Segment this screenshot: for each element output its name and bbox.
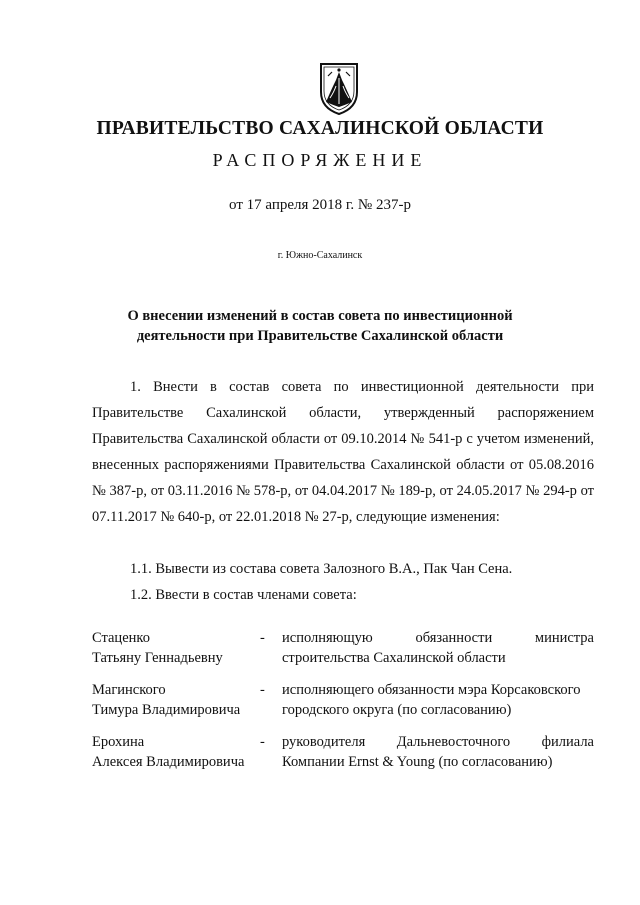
member-role <box>282 628 594 668</box>
member-role-line-1: руководителя Дальневосточного филиала <box>282 734 594 750</box>
member-entry <box>92 628 594 672</box>
member-name <box>92 680 252 720</box>
member-entry <box>92 732 594 776</box>
organization-title: ПРАВИТЕЛЬСТВО САХАЛИНСКОЙ ОБЛАСТИ <box>96 118 544 139</box>
member-dash: - <box>260 630 265 646</box>
member-role-line-1: исполняющего обязанности мэра Корсаковского <box>282 682 581 698</box>
paragraph-1 <box>92 374 594 530</box>
member-role-line-2: строительства Сахалинской области <box>282 650 506 666</box>
member-role <box>282 732 594 772</box>
member-surname: Ерохина <box>92 734 145 750</box>
document-type: РАСПОРЯЖЕНИЕ <box>212 150 428 170</box>
member-dash: - <box>260 734 265 750</box>
member-role <box>282 680 594 720</box>
member-dash: - <box>260 682 265 698</box>
subject-line-1: О внесении изменений в состав совета по инвестиционной <box>127 308 513 324</box>
member-role-line-2: городского округа (по согласованию) <box>282 702 512 718</box>
member-surname: Стаценко <box>92 630 150 646</box>
member-given-names: Алексея Владимировича <box>92 754 245 770</box>
item-1-2: 1.2. Ввести в состав членами совета: <box>130 587 357 603</box>
paragraph-1-text: 1. Внести в состав совета по инвестиционной деятельности при Правительстве Сахалинской области, утвержденный распоряжением Правительства Сахалинской области от 09.10.2014 № 541-р с учетом изменений, внесенных распоряжениями Правительства Сахалинской области от 05.08.2016 № 387-р, от 03.11.2016 № 578-р, от 04.04.2017 № 189-р, от 24.05.2017 № 294-р от 07.11.2017 № 640-р, от 22.01.2018 № 27-р, следующие изменения: <box>92 379 594 525</box>
document-date-number: от 17 апреля 2018 г. № 237-р <box>229 197 411 213</box>
member-given-names: Татьяну Геннадьевну <box>92 650 223 666</box>
member-given-names: Тимура Владимировича <box>92 702 241 718</box>
subject-line-2: деятельности при Правительстве Сахалинской области <box>136 328 504 344</box>
document-city: г. Южно-Сахалинск <box>277 250 363 261</box>
member-name <box>92 732 252 772</box>
member-surname: Магинского <box>92 682 166 698</box>
member-role-line-1: исполняющую обязанности министра <box>282 630 594 646</box>
member-role-line-2: Компании Ernst & Young (по согласованию) <box>282 754 553 770</box>
member-name <box>92 628 252 668</box>
item-1-1: 1.1. Вывести из состава совета Залозного В.А., Пак Чан Сена. <box>130 561 513 577</box>
document-subject <box>0 306 640 346</box>
sakhalin-coat-of-arms-icon <box>318 58 360 116</box>
member-entry <box>92 680 594 724</box>
